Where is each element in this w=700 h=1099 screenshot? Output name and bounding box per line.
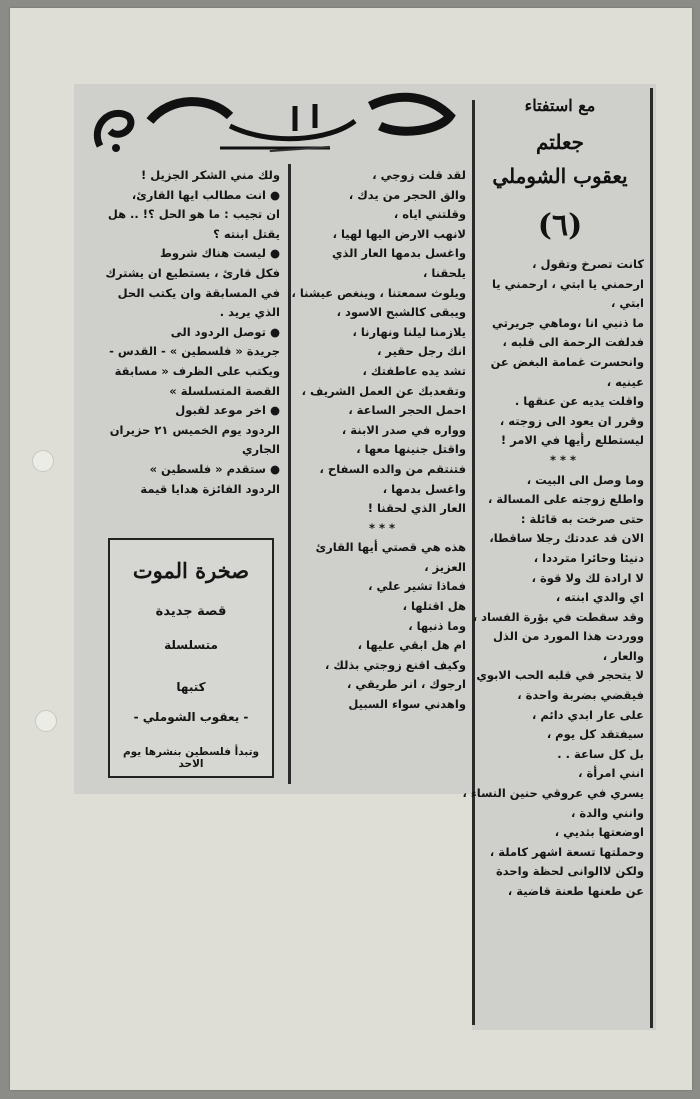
- column-middle-text: [291, 166, 466, 715]
- calligraphy-banner-graphic: [80, 86, 465, 156]
- text-line: تشد يده عاطفتك ،: [362, 363, 466, 378]
- text-line: هذه هي قصتي أيها القارئ: [315, 540, 466, 555]
- text-line: يسري في عروقي حنين النساء ،: [462, 786, 644, 801]
- text-line: ان تجيب : ما هو الحل ؟! .. هل: [107, 207, 280, 222]
- punch-hole-upper: [32, 450, 54, 472]
- text-line: وواره في صدر الابنة ،: [341, 422, 466, 437]
- text-line: واغسل بدمها ،: [382, 481, 466, 496]
- text-line: وقد سقطت في بؤرة الفساد ،: [472, 609, 644, 624]
- text-line: لا يتحجر في قلبه الحب الابوي: [476, 668, 644, 683]
- series-title: مع استفتاء: [524, 96, 596, 115]
- column-left-text: [105, 166, 280, 499]
- text-line: ويكتب على الظرف « مسابقة: [114, 363, 280, 378]
- column-rule-middle-left: [288, 164, 291, 784]
- text-line: ● انت مطالب ايها القارئ،: [131, 187, 280, 202]
- text-line: فتنتقم من والده السفاح ،: [319, 461, 466, 476]
- text-line: بل كل ساعة . .: [557, 746, 644, 761]
- text-line: واقتل جنينها معها ،: [356, 442, 466, 457]
- column-right-text: [462, 255, 644, 902]
- text-line: فيقضي بضربة واحدة ،: [517, 688, 644, 703]
- box-line-3: كتبها: [176, 680, 206, 694]
- text-line: واطلع زوجته على المسالة ،: [487, 492, 644, 507]
- text-line: ووردت هذا المورد من الذل: [493, 629, 644, 644]
- text-line: فماذا تشير علي ،: [368, 579, 466, 594]
- text-line: ارجوك ، انر طريقي ،: [347, 677, 466, 692]
- text-line: عينيه ،: [606, 374, 644, 389]
- text-line: وكيف اقنع زوجتي بذلك ،: [324, 657, 466, 672]
- text-line: انك رجل حقير ،: [377, 344, 466, 359]
- text-line: ويلوث سمعتنا ، وينغص عيشنا ،: [291, 285, 466, 300]
- text-line: يلحقنا ،: [423, 265, 466, 280]
- box-line-5: وتبدأ فلسطين بنشرها يوم الاحد: [122, 746, 260, 770]
- column-rule-right: [650, 88, 653, 1028]
- text-line: * * *: [549, 452, 577, 467]
- text-line: الردود يوم الخميس ٢١ حزيران: [109, 422, 280, 437]
- text-line: لانهب الارض اليها لهيا ،: [332, 226, 466, 241]
- box-line-4: - يعقوب الشوملي -: [133, 710, 249, 724]
- text-line: ● توصل الردود الى: [170, 324, 280, 339]
- text-line: واقلت يديه عن عنقها .: [514, 394, 644, 409]
- text-line: ما ذنبي انا ،وماهي جريرتي: [491, 315, 644, 330]
- text-line: يقتل ابنته ؟: [213, 226, 280, 241]
- text-line: ابتي ،: [611, 296, 644, 311]
- text-line: اوضعتها بثديي ،: [554, 825, 644, 840]
- text-line: والق الحجر من يدك ،: [348, 187, 466, 202]
- text-line: ● اخر موعد لقبول: [175, 403, 280, 418]
- text-line: ولك مني الشكر الجزيل !: [141, 168, 280, 182]
- text-line: حتى صرخت به قائلة :: [520, 511, 644, 526]
- text-line: هل اقتلها ،: [402, 599, 466, 614]
- text-line: دنيئا وحائرا مترددا ،: [533, 550, 644, 565]
- box-line-2: متسلسلة: [164, 638, 218, 652]
- text-line: العزيز ،: [424, 559, 466, 574]
- text-line: الجاري: [241, 442, 280, 457]
- text-line: اي والدي ابنته ،: [555, 590, 644, 605]
- text-line: ● ليست هناك شروط: [159, 246, 280, 261]
- text-line: وتقعدبك عن العمل الشريف ،: [301, 383, 466, 398]
- text-line: سيفتقد كل يوم ،: [546, 727, 644, 742]
- text-line: على عار ابدي دائم ،: [532, 707, 644, 722]
- text-line: الردود الفائزة هدايا قيمة: [140, 481, 280, 496]
- text-line: فكل قارئ ، يستطيع ان يشترك: [105, 265, 280, 280]
- text-line: وقلتني اياه ،: [393, 207, 466, 222]
- text-line: وانني والدة ،: [571, 805, 644, 820]
- text-line: لا ارادة لك ولا قوة ،: [531, 570, 644, 585]
- text-line: ارحمني يا ابتي ، ارحمني يا: [491, 276, 644, 291]
- text-line: العار الذي لحقنا !: [367, 501, 466, 516]
- text-line: الذي يريد .: [219, 305, 280, 320]
- text-line: وما ذنبها ،: [408, 618, 466, 633]
- text-line: وانحسرت غمامة البغض عن: [490, 354, 644, 369]
- text-line: عن طعنها طعنة قاضية ،: [507, 884, 644, 898]
- text-line: كانت تصرخ وتقول ،: [532, 257, 644, 271]
- text-line: القصة المتسلسلة »: [169, 383, 280, 398]
- text-line: ويبقى كالشبح الاسود ،: [336, 305, 466, 320]
- column-rule-middle-right: [472, 100, 475, 1025]
- text-line: في المسابقة وان يكتب الحل: [117, 285, 280, 300]
- text-line: يلازمنا ليلنا ونهارنا ،: [352, 324, 466, 339]
- punch-hole-lower: [35, 710, 57, 732]
- text-line: ولكن لاالوانى لحظة واحدة: [495, 864, 644, 879]
- text-line: واغسل بدمها العار الذي: [331, 246, 466, 261]
- author-name: يعقوب الشوملي: [492, 164, 628, 188]
- text-line: الان قد عددتك رجلا ساقطا،: [489, 531, 644, 546]
- text-line: ليستطلع رأيها في الامر !: [500, 433, 644, 448]
- text-line: وما وصل الى البيت ،: [526, 472, 644, 487]
- text-line: وحملتها تسعة اشهر كاملة ،: [489, 844, 644, 859]
- box-line-1: قصة جديدة: [155, 604, 227, 619]
- text-line: واهدني سواء السبيل: [348, 697, 466, 712]
- text-line: انني امرأة ،: [578, 766, 644, 781]
- text-line: فدلفت الرحمة الى قلبه ،: [502, 335, 644, 350]
- text-line: وقرر ان يعود الى زوجته ،: [499, 413, 644, 428]
- text-line: ● ستقدم « فلسطين »: [149, 461, 280, 476]
- text-line: والعار ،: [602, 648, 644, 663]
- text-line: لقد قلت زوجي ،: [372, 168, 466, 182]
- text-line: جريدة « فلسطين » - القدس -: [109, 344, 280, 359]
- text-line: ام هل ابقي عليها ،: [357, 638, 466, 653]
- episode-number: (٦): [537, 208, 583, 243]
- announcement-box: [108, 538, 274, 778]
- text-line: * * *: [368, 520, 396, 535]
- box-title: صخرة الموت: [132, 558, 250, 583]
- text-line: احمل الحجر الساعة ،: [348, 403, 466, 418]
- story-prefix: جعلتم: [536, 130, 584, 154]
